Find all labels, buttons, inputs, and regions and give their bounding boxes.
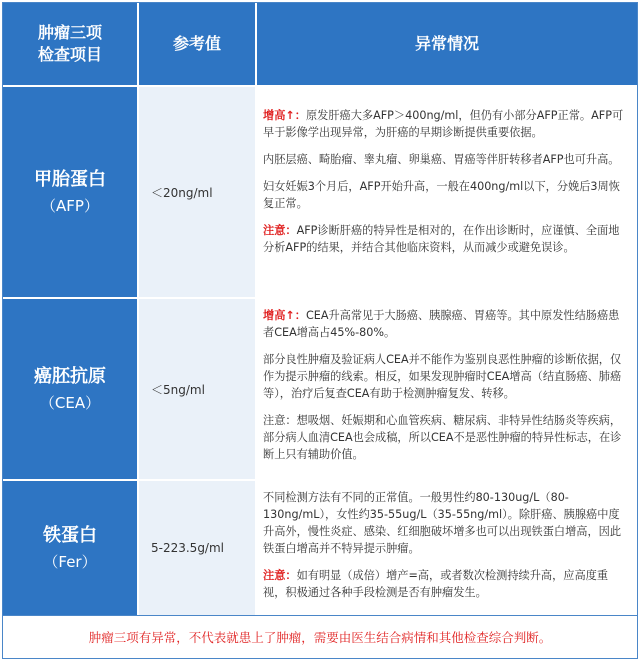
row-afp-note-label: 注意： — [263, 224, 297, 237]
row-afp-para-1 — [263, 107, 627, 141]
row-afp-note-text: AFP诊断肝癌的特异性是相对的，在作出诊断时，应谨慎、全面地分析AFP的结果，并结合其他临床资料，从而减少或避免误诊。 — [263, 224, 620, 254]
row-afp-desc-cell — [257, 87, 637, 297]
row-cea-increase-label: 增高↑： — [263, 309, 306, 322]
row-cea-para-1 — [263, 307, 627, 341]
header-item-line1: 肿瘤三项 — [37, 23, 102, 42]
header-item-line2: 检查项目 — [37, 45, 102, 64]
header-item-column — [3, 3, 137, 85]
row-fer-note-label: 注意： — [263, 569, 297, 582]
row-cea-para-2: 部分良性肿瘤及验证病人CEA并不能作为鉴别良恶性肿瘤的诊断依据，仅作为提示肿瘤的线索。相反，如果发现肿瘤时CEA增高（结直肠癌、肺癌等），治疗后复查CEA有助于检测肿瘤复发、转移。 — [263, 353, 622, 400]
row-cea-para-3: 注意：想吸烟、妊娠期和心血管疾病、糖尿病、非特异性结肠炎等疾病，部分病人血清CEA也会成稿，所以CEA不是恶性肿瘤的特异性标志，在诊断上只有辅助价值。 — [263, 414, 622, 461]
row-fer-para-2 — [263, 567, 627, 601]
row-afp-increase-text: 原发肝癌大多AFP＞400ng/ml，但仍有小部分AFP正常。AFP可早于影像学出现异常，为肝癌的早期诊断提供重要依据。 — [263, 109, 624, 139]
row-afp-para-3: 妇女妊娠3个月后，AFP开始升高，一般在400ng/ml以下，分娩后3周恢复正常。 — [263, 180, 620, 210]
row-cea-abbr: （CEA） — [39, 394, 101, 412]
row-afp-ref: ＜20ng/ml — [151, 185, 213, 200]
row-afp-increase-label: 增高↑： — [263, 109, 306, 122]
header-reference-column: 参考值 — [139, 3, 255, 85]
row-fer-ref: 5-223.5g/ml — [151, 541, 225, 555]
row-afp-ref-cell — [139, 87, 255, 297]
row-fer-name: 铁蛋白 — [43, 525, 97, 546]
row-fer-para-1: 不同检测方法有不同的正常值。一般男性约80-130ug/L（80-130ng/mL），女性约35-55ug/L（35-55ng/ml）。除肝癌、胰腺癌中度升高外，慢性炎症、感染、红细胞破坏增多也可以出现铁蛋白增高，因此铁蛋白增高并不特异提示肿瘤。 — [263, 491, 622, 555]
row-afp-para-2: 内胚层癌、畸胎瘤、睾丸瘤、卵巢癌、胃癌等伴肝转移者AFP也可升高。 — [263, 153, 620, 166]
row-cea-desc-cell — [257, 299, 637, 479]
row-fer-ref-cell — [139, 481, 255, 615]
row-fer-note-text: 如有明显（成倍）增产=高，或者数次检测持续升高，应高度重视，积极通过各种手段检测是否有肿瘤发生。 — [263, 569, 609, 599]
row-afp-name-cell — [3, 87, 137, 297]
row-cea-name-cell — [3, 299, 137, 479]
row-afp-para-4 — [263, 222, 627, 256]
row-cea-ref: ＜5ng/ml — [151, 382, 205, 397]
header-abnormal-column: 异常情况 — [257, 3, 637, 85]
row-fer-abbr: （Fer） — [43, 553, 97, 571]
tumor-marker-table — [2, 2, 638, 659]
footer-disclaimer: 肿瘤三项有异常，不代表就患上了肿瘤，需要由医生结合病情和其他检查综合判断。 — [3, 615, 637, 658]
row-cea-ref-cell — [139, 299, 255, 479]
row-afp-name: 甲胎蛋白 — [34, 169, 106, 190]
row-afp-abbr: （AFP） — [41, 197, 99, 215]
row-cea-increase-text: CEA升高常见于大肠癌、胰腺癌、胃癌等。其中原发性结肠癌患者CEA增高占45%-80%。 — [263, 309, 620, 339]
row-cea-name: 癌胚抗原 — [34, 366, 106, 387]
row-fer-desc-cell — [257, 481, 637, 615]
row-fer-name-cell — [3, 481, 137, 615]
